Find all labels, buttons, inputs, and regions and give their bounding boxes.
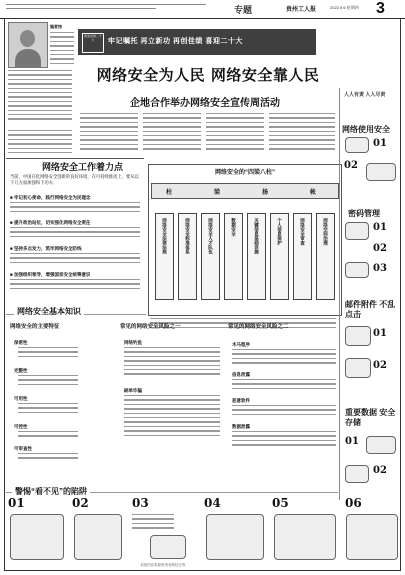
work-point-3-text: [10, 253, 140, 266]
k1-item-4: 可控性: [14, 424, 28, 429]
pillar-1: 网络安全法律法规: [155, 213, 174, 300]
author-portrait: [8, 22, 48, 68]
right-s1-num-2: 02: [344, 160, 358, 171]
k3-item-1-text: [232, 349, 336, 367]
roof-word-2: 梁: [214, 190, 221, 196]
k3-item-4: 数据泄露: [232, 424, 250, 429]
right-s2-num-1: 01: [373, 222, 387, 233]
trap-illustration-2: [74, 514, 122, 560]
pillars-roof: [151, 183, 339, 199]
trap-illustration-4: [206, 514, 264, 560]
k1-item-5-text: [18, 453, 78, 462]
article-column-3: [206, 113, 264, 153]
k1-item-1: 保密性: [14, 340, 28, 345]
roof-word-1: 柱: [166, 190, 173, 196]
right-section-3-title: 邮件附件 不乱点击: [345, 300, 396, 319]
right-s3-num-2: 02: [373, 360, 387, 371]
k3-item-1: 木马程序: [232, 342, 250, 347]
k3-item-3-text: [232, 405, 336, 418]
password-illustration: [345, 222, 369, 240]
banner-badge: 喜迎党的二十大: [82, 33, 104, 53]
trap-illustration-5: [274, 514, 336, 560]
work-point-3: ■ 坚持多点发力，筑牢网络安全防线: [10, 246, 82, 251]
trap-num-5: 05: [272, 496, 289, 510]
k1-item-4-text: [18, 431, 78, 440]
pillar-3: 网络安全人才队伍: [201, 213, 220, 300]
right-s4-num-2: 02: [373, 465, 387, 476]
commentary-heading: 编者按: [50, 24, 62, 29]
pillar-8: 网络空间治理: [316, 213, 335, 300]
work-point-1: ■ 牢记初心使命，践行网络安全为民理念: [10, 195, 91, 200]
traps-title: 警惕“看不见”的陷阱: [12, 486, 90, 497]
trap-illustration-1: [10, 514, 64, 560]
k1-item-3-text: [18, 403, 78, 416]
k3-item-3: 恶意软件: [232, 398, 250, 403]
work-points-intro: 当前，中国在化网络安全创新的良好环境，在可持续推动上，要从以下几方面加强和下功夫：: [10, 174, 139, 185]
right-s1-num-1: 01: [373, 138, 387, 149]
article-column-4: [269, 113, 335, 153]
knowledge-col2-title: 常见的网络安全风险之一: [120, 324, 181, 330]
paper-logo: 贵州工人报: [286, 7, 317, 13]
roof-word-3: 扬: [262, 190, 269, 196]
knowledge-title: 网络安全基本知识: [14, 306, 84, 317]
k1-item-2: 完整性: [14, 368, 28, 373]
k3-item-4-text: [232, 431, 336, 449]
main-headline: 网络安全为人民 网络安全靠人民: [96, 66, 320, 84]
knowledge-col3-title: 常见的网络安全风险之二: [228, 324, 289, 330]
pillar-6: 个人信息保护: [270, 213, 289, 300]
right-tagline: 人人有责 人人尽责: [344, 92, 386, 98]
phone-illustration: [345, 262, 369, 278]
right-section-2-title: 密码管理: [348, 209, 380, 218]
pillar-2: 网络安全标准体系: [178, 213, 197, 300]
trap-num-6: 06: [345, 496, 362, 510]
trap-text-3: [132, 514, 174, 532]
storage-illustration: [366, 436, 396, 454]
right-s4-num-1: 01: [345, 436, 359, 447]
sub-headline: 企地合作举办网络安全宣传周活动: [130, 98, 280, 109]
k1-item-5: 可审查性: [14, 446, 32, 451]
banner-slogans: 牢记嘱托 再立新功 再创佳绩 喜迎二十大: [108, 38, 243, 45]
right-s2-num-2: 02: [373, 243, 387, 254]
article-column-1: [80, 113, 138, 153]
work-point-4-text: [10, 279, 140, 292]
work-point-1-text: [10, 202, 140, 215]
commentary-text: [8, 70, 72, 123]
right-s2-num-3: 03: [373, 263, 387, 274]
work-point-4: ■ 加强组织领导，增强国家安全统筹意识: [10, 272, 91, 277]
issue-date: 2022.9.6 星期四: [330, 5, 359, 10]
trap-illustration-3: [150, 535, 186, 559]
trap-num-2: 02: [72, 496, 89, 510]
pillar-7: 网络安全审查: [293, 213, 312, 300]
knowledge-col1-title: 网络安全的主要特征: [10, 324, 60, 330]
commentary-text-top: [50, 32, 74, 67]
k3-item-2: 信息泄露: [232, 372, 250, 377]
laptop-illustration: [366, 163, 396, 181]
trap-num-3: 03: [132, 496, 149, 510]
right-section-4-title: 重要数据 安全存储: [345, 408, 396, 427]
work-points-title: 网络安全工作着力点: [42, 162, 124, 172]
k1-item-2-text: [18, 375, 78, 388]
section-topic: 专题: [234, 5, 253, 15]
trap-illustration-6: [346, 514, 398, 560]
pillar-5: 关键信息基础设施: [247, 213, 266, 300]
k2-item-2-text: [124, 395, 220, 439]
mail-illustration: [345, 326, 371, 346]
work-point-2: ■ 提升政治站位，切实强化网络安全责任: [10, 220, 91, 225]
slogan-banner: [78, 29, 316, 55]
pillar-4: 数据安全: [224, 213, 243, 300]
work-point-2-text: [10, 227, 140, 240]
four-beams-eight-pillars-diagram: [148, 164, 342, 316]
roof-word-4: 帐: [310, 190, 317, 196]
article-column-2: [143, 113, 201, 153]
page-number: 3: [376, 0, 385, 17]
k2-item-1: 网络钓鱼: [124, 340, 142, 345]
trap-num-4: 04: [204, 496, 221, 510]
left-text-block: [8, 130, 72, 156]
right-section-1-title: 网络使用安全: [342, 125, 390, 134]
header-meta-lines: [6, 4, 206, 9]
right-s3-num-1: 01: [373, 328, 387, 339]
backup-illustration: [345, 465, 369, 483]
k2-item-1-text: [124, 347, 220, 378]
k2-item-2: 刷单诈骗: [124, 388, 142, 393]
trap-num-1: 01: [8, 496, 25, 510]
page-footer: 本版内容来源贵州省网信办等: [140, 563, 186, 567]
wifi-illustration: [345, 137, 369, 153]
k1-item-3: 可用性: [14, 396, 28, 401]
k3-item-2-text: [232, 379, 336, 392]
k1-item-1-text: [18, 347, 78, 360]
pillars-title: 网络安全的“四梁八柱”: [214, 170, 275, 176]
attachment-illustration: [345, 358, 371, 378]
